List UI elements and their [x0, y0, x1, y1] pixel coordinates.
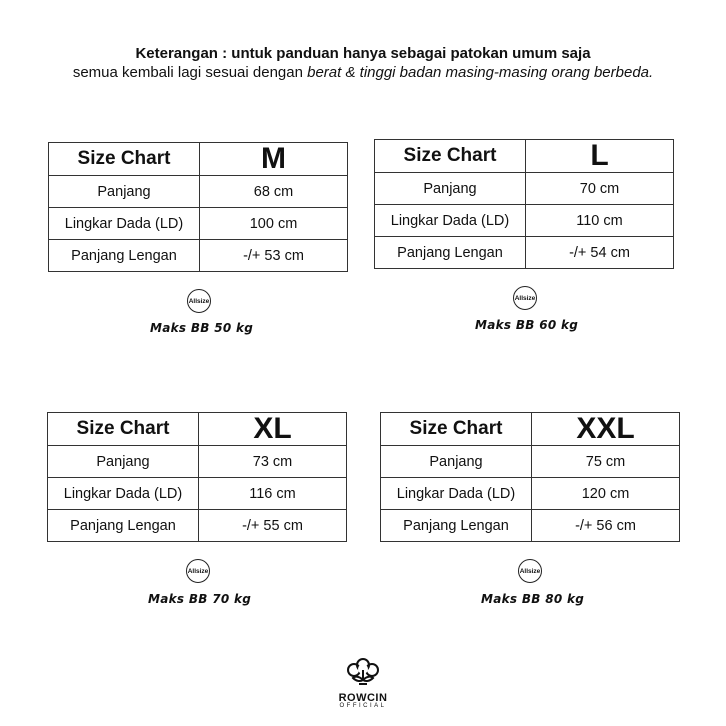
size-chart-xxl: [380, 412, 680, 542]
row-value-panjang-lengan: -/+ 53 cm: [200, 240, 348, 272]
row-label-panjang-lengan: Panjang Lengan: [48, 510, 199, 542]
row-value-panjang: 75 cm: [532, 446, 680, 478]
row-label-lingkar-dada: Lingkar Dada (LD): [375, 205, 526, 237]
size-table: [47, 412, 347, 542]
max-weight-label: Maks BB 80 kg: [481, 592, 585, 606]
size-chart-title: Size Chart: [48, 413, 199, 446]
row-label-panjang-lengan: Panjang Lengan: [49, 240, 200, 272]
size-table: [374, 139, 674, 269]
allsize-badge: Allsize: [518, 559, 542, 583]
row-label-lingkar-dada: Lingkar Dada (LD): [49, 208, 200, 240]
row-value-panjang-lengan: -/+ 54 cm: [526, 237, 674, 269]
size-chart-title: Size Chart: [49, 143, 200, 176]
row-value-panjang-lengan: -/+ 55 cm: [199, 510, 347, 542]
row-value-panjang-lengan: -/+ 56 cm: [532, 510, 680, 542]
size-chart-l: [374, 139, 674, 269]
size-chart-title: Size Chart: [381, 413, 532, 446]
row-label-panjang-lengan: Panjang Lengan: [381, 510, 532, 542]
row-label-panjang-lengan: Panjang Lengan: [375, 237, 526, 269]
allsize-badge: Allsize: [513, 286, 537, 310]
row-value-lingkar-dada: 120 cm: [532, 478, 680, 510]
size-chart-title: Size Chart: [375, 140, 526, 173]
allsize-badge: Allsize: [186, 559, 210, 583]
size-label: M: [200, 143, 348, 176]
header-note-body: [0, 63, 726, 82]
row-value-lingkar-dada: 100 cm: [200, 208, 348, 240]
brand-logo: [333, 656, 393, 709]
allsize-badge: Allsize: [187, 289, 211, 313]
size-label: XXL: [532, 413, 680, 446]
row-value-panjang: 70 cm: [526, 173, 674, 205]
row-value-lingkar-dada: 116 cm: [199, 478, 347, 510]
brand-subtitle: OFFICIAL: [339, 703, 387, 709]
max-weight-label: Maks BB 70 kg: [148, 592, 252, 606]
row-label-panjang: Panjang: [375, 173, 526, 205]
max-weight-label: Maks BB 50 kg: [150, 321, 254, 335]
row-label-panjang: Panjang: [49, 176, 200, 208]
size-label: L: [526, 140, 674, 173]
header-note-title: Keterangan : untuk panduan hanya sebagai patokan umum saja: [135, 45, 591, 62]
brand-name: ROWCIN: [338, 692, 388, 704]
header-note-text: semua kembali lagi sesuai dengan: [72, 64, 308, 81]
size-table: [380, 412, 680, 542]
row-label-lingkar-dada: Lingkar Dada (LD): [48, 478, 199, 510]
cotton-flower-icon: [345, 656, 381, 686]
size-label: XL: [199, 413, 347, 446]
row-value-panjang: 73 cm: [199, 446, 347, 478]
row-value-lingkar-dada: 110 cm: [526, 205, 674, 237]
size-chart-xl: [47, 412, 347, 542]
row-label-panjang: Panjang: [381, 446, 532, 478]
row-label-panjang: Panjang: [48, 446, 199, 478]
header: [0, 44, 726, 82]
size-chart-m: [48, 142, 348, 272]
row-value-panjang: 68 cm: [200, 176, 348, 208]
header-note-emphasis: berat & tinggi badan masing-masing orang berbeda.: [307, 64, 654, 81]
size-table: [48, 142, 348, 272]
max-weight-label: Maks BB 60 kg: [475, 318, 579, 332]
row-label-lingkar-dada: Lingkar Dada (LD): [381, 478, 532, 510]
